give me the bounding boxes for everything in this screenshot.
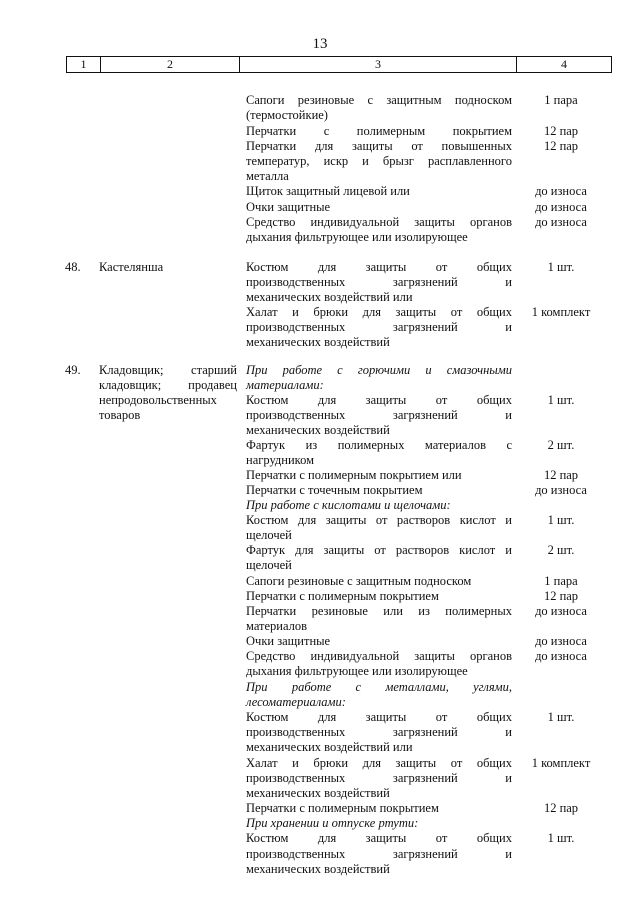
row48-quantity: 1 шт. <box>547 260 575 274</box>
row49-position: непродовольственных <box>99 393 217 407</box>
row49-quantity: 1 шт. <box>547 513 575 527</box>
table-header <box>66 56 612 73</box>
row49-quantity: 12 пар <box>543 589 579 603</box>
row0-quantity: до износа <box>535 200 587 214</box>
row49-col3-line: Перчатки с полимерным покрытием <box>246 589 439 603</box>
row0-quantity: до износа <box>535 215 587 229</box>
row49-position: кладовщик; продавец <box>99 378 237 392</box>
row49-col3-line: Костюм для защиты от общих <box>246 710 512 724</box>
row0-quantity: 12 пар <box>543 124 579 138</box>
row0-col3-line: Перчатки для защиты от повышенных <box>246 139 512 153</box>
row49-quantity: до износа <box>535 649 587 663</box>
row49-position: Кладовщик; старший <box>99 363 237 377</box>
page-number: 13 <box>312 36 328 52</box>
row49-col3-line: Очки защитные <box>246 634 331 648</box>
row49-subheading: При хранении и отпуске ртути: <box>246 816 419 830</box>
row0-col3-line: дыхания фильтрующее или изолирующее <box>246 230 468 244</box>
row49-quantity: до износа <box>535 604 587 618</box>
row49-col3-line: Перчатки с полимерным покрытием <box>246 801 439 815</box>
row49-col3-line: механических воздействий <box>246 423 390 437</box>
row49-col3-line: Фартук для защиты от растворов кислот и <box>246 543 512 557</box>
row49-col3-line: Фартук из полимерных материалов с <box>246 438 512 452</box>
row49-subheading: лесоматериалами: <box>246 695 346 709</box>
row49-subheading: При работе с горючими и смазочными <box>246 363 512 377</box>
row49-col3-line: производственных загрязнений и <box>246 847 512 861</box>
row49-col3-line: Перчатки с полимерным покрытием или <box>246 468 462 482</box>
row49-col3-line: Сапоги резиновые с защитным подноском <box>246 574 472 588</box>
row0-quantity: 1 пара <box>544 93 578 107</box>
row0-quantity: до износа <box>535 184 587 198</box>
row49-quantity: 1 шт. <box>547 393 575 407</box>
row49-number: 49. <box>65 363 81 377</box>
row49-col3-line: механических воздействий <box>246 862 390 876</box>
row49-col3-line: производственных загрязнений и <box>246 408 512 422</box>
row49-col3-line: Костюм для защиты от общих <box>246 393 512 407</box>
row49-col3-line: материалов <box>246 619 308 633</box>
row49-col3-line: механических воздействий или <box>246 740 413 754</box>
row48-col3-line: производственных загрязнений и <box>246 320 512 334</box>
row49-quantity: 1 пара <box>544 574 578 588</box>
row0-col3-line: Очки защитные <box>246 200 331 214</box>
row0-col3-line: (термостойкие) <box>246 108 328 122</box>
row49-position: товаров <box>99 408 141 422</box>
row48-col3-line: Халат и брюки для защиты от общих <box>246 305 512 319</box>
row48-col3-line: производственных загрязнений и <box>246 275 512 289</box>
row49-quantity: 1 шт. <box>547 831 575 845</box>
row49-col3-line: дыхания фильтрующее или изолирующее <box>246 664 468 678</box>
row48-col3-line: механических воздействий <box>246 335 390 349</box>
row49-quantity: до износа <box>535 634 587 648</box>
header-col-2: 2 <box>167 57 173 71</box>
row49-quantity: до износа <box>535 483 587 497</box>
row49-quantity: 1 шт. <box>547 710 575 724</box>
row49-col3-line: щелочей <box>246 528 292 542</box>
row49-col3-line: щелочей <box>246 558 292 572</box>
row49-col3-line: механических воздействий <box>246 786 390 800</box>
row49-col3-line: производственных загрязнений и <box>246 771 512 785</box>
row49-col3-line: Костюм для защиты от общих <box>246 831 512 845</box>
row49-quantity: 1 комплект <box>531 756 591 770</box>
row48-col3-line: механических воздействий или <box>246 290 413 304</box>
row0-col3-line: Сапоги резиновые с защитным подноском <box>246 93 512 107</box>
row49-col3-line: Перчатки с точечным покрытием <box>246 483 423 497</box>
header-col-1: 1 <box>80 57 87 71</box>
row0-col3-line: металла <box>246 169 289 183</box>
row0-col3-line: температур, искр и брызг расплавленного <box>246 154 512 168</box>
row49-col3-line: Средство индивидуальной защиты органов <box>246 649 512 663</box>
row49-quantity: 12 пар <box>543 801 579 815</box>
row49-col3-line: Костюм для защиты от растворов кислот и <box>246 513 512 527</box>
row49-quantity: 2 шт. <box>547 543 575 557</box>
row49-col3-line: Перчатки резиновые или из полимерных <box>246 604 512 618</box>
header-col-4: 4 <box>561 57 567 71</box>
row0-quantity: 12 пар <box>543 139 579 153</box>
row49-subheading: При работе с металлами, углями, <box>246 680 512 694</box>
row49-subheading: материалами: <box>246 378 324 392</box>
row0-col3-line: Перчатки с полимерным покрытием <box>246 124 512 138</box>
row49-quantity: 12 пар <box>543 468 579 482</box>
row48-position: Кастелянша <box>99 260 164 274</box>
row49-col3-line: Халат и брюки для защиты от общих <box>246 756 512 770</box>
row49-col3-line: производственных загрязнений и <box>246 725 512 739</box>
row48-col3-line: Костюм для защиты от общих <box>246 260 512 274</box>
row49-subheading: При работе с кислотами и щелочами: <box>246 498 451 512</box>
row49-col3-line: нагрудником <box>246 453 315 467</box>
header-col-3: 3 <box>375 57 381 71</box>
row48-quantity: 1 комплект <box>531 305 591 319</box>
row0-col3-line: Щиток защитный лицевой или <box>246 184 410 198</box>
row49-quantity: 2 шт. <box>547 438 575 452</box>
row48-number: 48. <box>65 260 81 274</box>
row0-col3-line: Средство индивидуальной защиты органов <box>246 215 512 229</box>
